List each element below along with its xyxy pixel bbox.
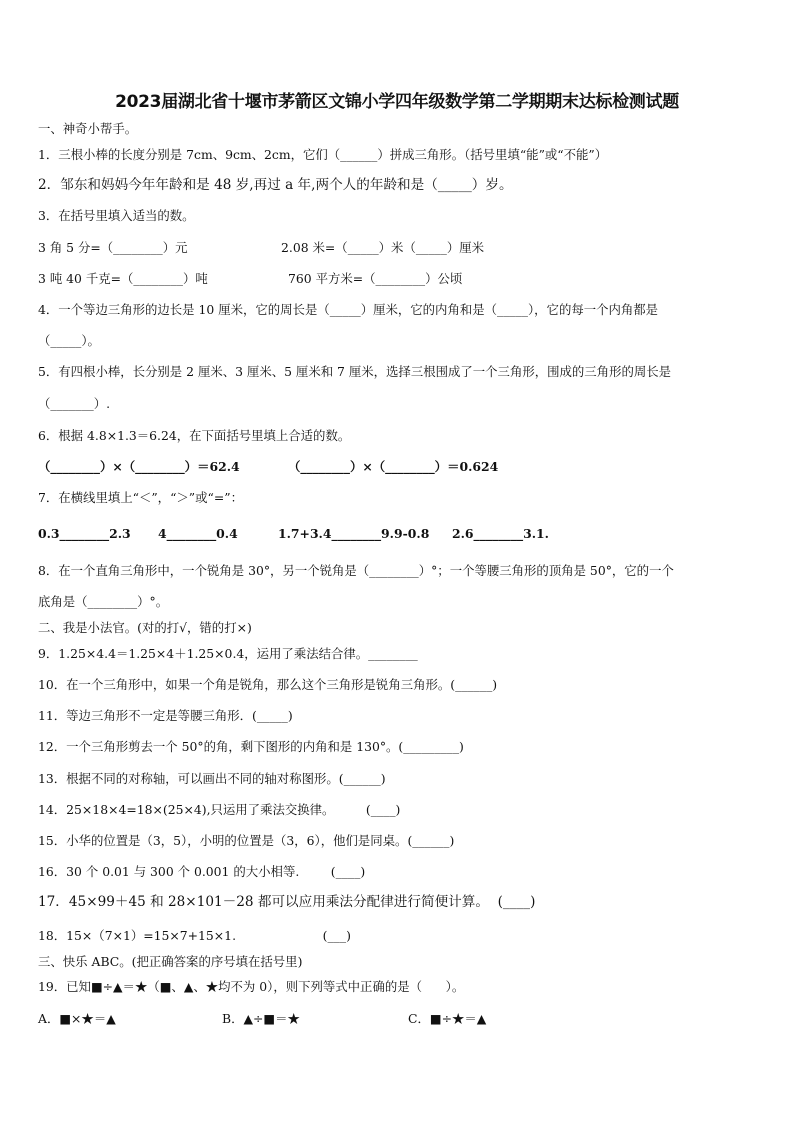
section-heading: 二、我是小法官。(对的打√，错的打×): [38, 620, 252, 635]
question-7: 7．在横线里填上“＜”，“＞”或“=”：: [38, 490, 243, 505]
question-7-b: 4________0.4: [158, 526, 238, 541]
question-4: 4．一个等边三角形的边长是 10 厘米，它的周长是（_____）厘米，它的内角和是（_____），它的每一个内角都是: [38, 302, 659, 317]
question-17: 17．45×99＋45 和 28×101－28 都可以应用乘法分配律进行简便计算。 (____): [38, 894, 536, 910]
question-10: 10．在一个三角形中，如果一个角是锐角，那么这个三角形是锐角三角形。(______): [38, 677, 498, 692]
question-4-cont: （_____）。: [38, 333, 100, 348]
option-c: C．■÷★＝▲: [408, 1011, 487, 1026]
question-5-cont: （_______）.: [38, 396, 111, 411]
question-3: 3．在括号里填入适当的数。: [38, 208, 195, 223]
question-6-a: （________）×（________）＝62.4: [38, 459, 240, 474]
question-7-a: 0.3________2.3: [38, 526, 131, 541]
question-8-cont: 底角是（________）°。: [38, 594, 169, 609]
question-8: 8．在一个直角三角形中，一个锐角是 30°，另一个锐角是（________）°；一个等腰三角形的顶角是 50°，它的一个: [38, 563, 674, 578]
question-7-d: 2.6________3.1.: [452, 526, 549, 541]
question-7-c: 1.7+3.4________9.9-0.8: [278, 526, 430, 541]
question-2: 2．邹东和妈妈今年年龄和是 48 岁,再过 a 年,两个人的年龄和是（_____）岁。: [38, 177, 513, 193]
question-13: 13．根据不同的对称轴，可以画出不同的轴对称图形。(______): [38, 771, 386, 786]
question-3-c: 3 吨 40 千克=（________）吨: [38, 271, 208, 286]
question-6: 6．根据 4.8×1.3＝6.24，在下面括号里填上合适的数。: [38, 428, 351, 443]
option-b: B．▲÷■＝★: [222, 1011, 300, 1026]
question-18: 18．15×（7×1）=15×7+15×1. (___): [38, 928, 351, 943]
question-6-b: （________）×（________）＝0.624: [288, 459, 499, 474]
page-title: 2023届湖北省十堰市茅箭区文锦小学四年级数学第二学期期末达标检测试题: [115, 92, 679, 112]
question-9: 9．1.25×4.4＝1.25×4＋1.25×0.4，运用了乘法结合律。________: [38, 646, 418, 661]
question-19: 19．已知■÷▲＝★（■、▲、★均不为 0），则下列等式中正确的是（ ）。: [38, 979, 465, 994]
option-a: A．■×★＝▲: [38, 1011, 116, 1026]
section-heading: 一、神奇小帮手。: [38, 121, 138, 136]
question-14: 14．25×18×4=18×(25×4),只运用了乘法交换律。 (____): [38, 802, 401, 817]
question-1: 1．三根小棒的长度分别是 7cm、9cm、2cm，它们（______）拼成三角形。（括号里填“能”或“不能”）: [38, 147, 608, 162]
question-3-d: 760 平方米=（________）公顷: [288, 271, 463, 286]
question-11: 11．等边三角形不一定是等腰三角形．(_____): [38, 708, 293, 723]
question-15: 15．小华的位置是（3，5），小明的位置是（3，6），他们是同桌。(______): [38, 833, 455, 848]
question-3-b: 2.08 米=（_____）米（_____）厘米: [281, 240, 484, 255]
section-heading: 三、快乐 ABC。(把正确答案的序号填在括号里): [38, 954, 303, 969]
question-3-a: 3 角 5 分=（________）元: [38, 240, 188, 255]
question-5: 5．有四根小棒，长分别是 2 厘米、3 厘米、5 厘米和 7 厘米，选择三根围成了一个三角形，围成的三角形的周长是: [38, 364, 672, 379]
question-16: 16．30 个 0.01 与 300 个 0.001 的大小相等. (____): [38, 864, 366, 879]
question-12: 12．一个三角形剪去一个 50°的角，剩下图形的内角和是 130°。(_________): [38, 739, 464, 754]
